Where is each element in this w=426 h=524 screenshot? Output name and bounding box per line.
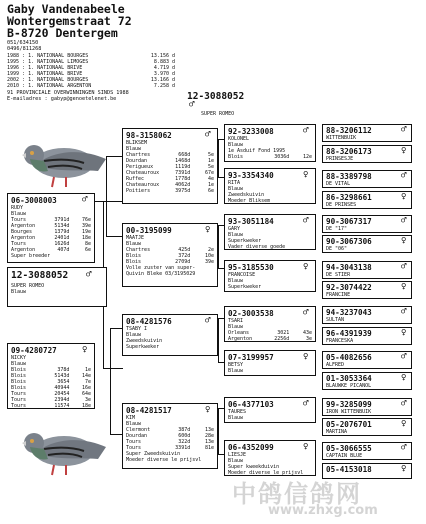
pigeon-note: Vader diverse goede (228, 244, 286, 250)
ring-number: 06-3008003 (11, 196, 57, 205)
result-row: Chartres 668d 5e (126, 152, 214, 158)
ring-number: 08-4281576 (126, 317, 172, 326)
pigeon-name: WITTENBUIK (326, 135, 357, 141)
gen4-card-8[interactable] (322, 281, 412, 299)
pigeon-name: DE VITAL (326, 181, 351, 187)
pigeon-name: PRINSESJE (326, 156, 354, 162)
breeder-street: Wontergemstraat 72 (7, 14, 132, 28)
result-row: Argenton 5134d 39e (11, 223, 91, 229)
result-row: Tours 20454 64e (11, 391, 91, 397)
pigeon-color: Blauw (228, 458, 244, 464)
female-symbol-icon: ♀ (303, 442, 309, 452)
result-row: Perigueux 1119d 5e (126, 164, 214, 170)
pigeon-photo-bottom (14, 413, 110, 477)
subject-title-ring: 12-3088052 (187, 91, 245, 102)
female-symbol-icon: ♀ (205, 405, 211, 415)
subject-card[interactable] (7, 267, 107, 307)
ring-number: 86-3298661 (326, 193, 372, 202)
pigeon-note: Superkweker (228, 238, 262, 244)
gen4-card-2[interactable] (322, 145, 412, 163)
result-row: Bourges 1379d 19e (11, 229, 91, 235)
male-symbol-icon: ♂ (401, 307, 407, 317)
result-row: Dourdan 1468d 1e (126, 158, 214, 164)
gen4-card-4[interactable] (322, 191, 412, 209)
pigeon-note: 1e Asduif Fond 1995 (228, 148, 286, 154)
gen3-card-1[interactable] (224, 124, 316, 162)
male-symbol-icon: ♂ (401, 262, 407, 272)
ring-number: 01-3053364 (326, 374, 372, 383)
pigeon-color: Blauw (11, 289, 27, 295)
pigeon-name: IRON WITTENBUIK (326, 409, 372, 415)
male-symbol-icon: ♂ (401, 399, 407, 409)
pigeon-note: Moeder diverse le prijsvl (228, 470, 304, 476)
gen4-card-15[interactable] (322, 442, 412, 460)
result-line: 1988 : 1. NATIONAAL BOURGES 13.156 d (7, 53, 175, 60)
result-row: Blois 3654 7e (11, 379, 91, 385)
male-symbol-icon: ♂ (303, 308, 309, 318)
ring-number: 94-3043138 (326, 263, 372, 272)
gen3-card-4[interactable] (224, 260, 316, 292)
pigeon-name: FRANCOISE (228, 272, 256, 278)
email-line: E-mailadres : gabyp@genoetelenet.be (7, 96, 117, 103)
granddam-maternal-card[interactable] (122, 403, 218, 469)
ring-number: 06-4352099 (228, 443, 274, 452)
male-symbol-icon: ♂ (205, 130, 211, 140)
female-symbol-icon: ♀ (401, 236, 407, 246)
ring-number: 05-3066555 (326, 444, 372, 453)
female-symbol-icon: ♀ (303, 352, 309, 362)
male-symbol-icon: ♂ (303, 126, 309, 136)
female-symbol-icon: ♀ (401, 419, 407, 429)
ring-number: 05-2076701 (326, 420, 372, 429)
ring-number: 94-3237043 (326, 308, 372, 317)
result-row: Tours 3791d 76e (11, 217, 91, 223)
result-row: Argenton 407d 6e (11, 247, 91, 253)
result-row: Blois 378d 1e (11, 367, 91, 373)
result-row: Argenton 2256d 3e (228, 336, 312, 342)
result-row: Tours 2394d 3e (11, 397, 91, 403)
male-symbol-icon: ♂ (401, 216, 407, 226)
pigeon-name: MARTINA (326, 429, 348, 435)
male-symbol-icon: ♂ (303, 216, 309, 226)
gen3-card-6[interactable] (224, 350, 316, 376)
result-row: Argenton 2401d 18e (11, 235, 91, 241)
pigeon-note: Volle zuster van super- (126, 265, 196, 271)
breeder-header (7, 3, 207, 102)
male-symbol-icon: ♂ (82, 195, 88, 205)
gen3-card-5[interactable] (224, 306, 316, 342)
gen4-card-7[interactable] (322, 261, 412, 279)
pigeon-color: Blauw (126, 421, 142, 427)
result-line: 2010 : 1. NATIONAAL ARGENTON 7.258 d (7, 82, 175, 89)
male-symbol-icon: ♂ (401, 443, 407, 453)
male-symbol-icon: ♂ (205, 316, 211, 326)
ring-number: 88-3206112 (326, 126, 372, 135)
subject-title-name: SUPER ROMEO (201, 111, 235, 117)
pigeon-name: TSARI (228, 318, 244, 324)
gen4-card-9[interactable] (322, 306, 412, 324)
pigeon-name: BETSY (228, 362, 244, 368)
result-row: Clermont 387d 13e (126, 427, 214, 433)
ring-number: 93-3051184 (228, 217, 274, 226)
ring-number: 06-4377103 (228, 400, 274, 409)
male-symbol-icon: ♂ (303, 399, 309, 409)
gen3-card-8[interactable] (224, 440, 316, 476)
result-row: Blois 3036d 12e (228, 154, 312, 160)
breeder-name: Gaby Vandenabeele (7, 2, 125, 16)
pigeon-name: RITA (228, 180, 241, 186)
gen3-card-2[interactable] (224, 168, 316, 204)
watermark-url: www.zhxg.com (268, 503, 378, 518)
ring-number: 93-3354340 (228, 171, 274, 180)
result-row: Tours 1626d 8e (11, 241, 91, 247)
female-symbol-icon: ♀ (401, 192, 407, 202)
results-summary: 91 PROVINCIALE OVERWINNINGEN SINDS 1988 (7, 89, 129, 96)
pigeon-note: Super breeder (11, 253, 51, 259)
pigeon-note: Super Zweedskuivin (126, 451, 181, 457)
result-line: 1995 : 1. NATIONAAL LIMOGES 8.883 d (7, 59, 175, 66)
ring-number: 88-3389798 (326, 172, 372, 181)
ring-number: 95-3185530 (228, 263, 274, 272)
pigeon-name: TSABY I (126, 326, 148, 332)
pigeon-color: Blauw (11, 361, 27, 367)
grandsire-maternal-card[interactable] (122, 314, 218, 356)
pigeon-name: FRANCINE (326, 292, 351, 298)
subject-title (187, 91, 297, 117)
result-row: Blois 2709d 39e (126, 259, 214, 265)
gen4-card-5[interactable] (322, 215, 412, 233)
gen4-card-11[interactable] (322, 351, 412, 369)
gen3-card-3[interactable] (224, 214, 316, 250)
male-symbol-icon: ♂ (401, 171, 407, 181)
gen3-card-7[interactable] (224, 397, 316, 423)
ring-number: 05-4082656 (326, 353, 372, 362)
pigeon-color: Blauw (228, 232, 244, 238)
result-row: Orleans 3021 43e (228, 330, 312, 336)
pigeon-note: Moeder Bliksem (228, 198, 271, 204)
pigeon-color: Blauw (11, 211, 27, 217)
male-symbol-icon: ♂ (86, 270, 92, 280)
grandsire-paternal-card[interactable] (122, 128, 218, 204)
female-symbol-icon: ♀ (401, 146, 407, 156)
result-row: Tours 3391d 81e (126, 445, 214, 451)
male-symbol-icon: ♂ (401, 125, 407, 135)
gen4-card-12[interactable] (322, 372, 412, 390)
male-symbol-icon: ♂ (189, 100, 195, 110)
pigeon-name: BLIKSEM (126, 140, 148, 146)
pigeon-note: Super kweekduivin (228, 464, 280, 470)
breeder-mobile: 0496/811268 (7, 46, 42, 53)
pigeon-color: Blauw (228, 142, 244, 148)
female-symbol-icon: ♀ (303, 170, 309, 180)
ring-number: 96-4391939 (326, 329, 372, 338)
male-symbol-icon: ♂ (401, 352, 407, 362)
granddam-paternal-card[interactable] (122, 223, 218, 287)
pigeon-name: KIM (126, 415, 136, 421)
gen4-card-6[interactable] (322, 235, 412, 253)
result-line: 1999 : 1. NATIONAAL BRIVE 3.970 d (7, 71, 175, 78)
ring-number: 07-3199957 (228, 353, 274, 362)
pigeon-note: Superkweker (228, 284, 262, 290)
ring-number: 02-3003538 (228, 309, 274, 318)
pigeon-name: BLAUWKE PICANOL (326, 383, 372, 389)
female-symbol-icon: ♀ (401, 464, 407, 474)
ring-number: 90-3067317 (326, 217, 372, 226)
pigeon-note: Superkweker (126, 344, 160, 350)
sire-card[interactable] (7, 193, 95, 263)
pigeon-name: DE PRINSES (326, 202, 357, 208)
result-row: Dourdan 600d 28e (126, 433, 214, 439)
watermark-chinese: 中鸽信鸽网 (232, 480, 362, 508)
pigeon-name: NICKY (11, 355, 27, 361)
pigeon-color: Blauw (228, 278, 244, 284)
pigeon-name: DE "06" (326, 246, 348, 252)
result-line: 2002 : 1. NATIONAAL BOURGES 13.166 d (7, 77, 175, 84)
pigeon-name: SULTAN (326, 317, 345, 323)
result-row: Chateauroux 7391d 67e (126, 170, 214, 176)
pigeon-color: Blauw (228, 415, 244, 421)
female-symbol-icon: ♀ (82, 345, 88, 355)
result-row: Tours 322d 13e (126, 439, 214, 445)
female-symbol-icon: ♀ (205, 225, 211, 235)
pigeon-name: SUPER ROMEO (11, 283, 45, 289)
pigeon-note: Zweedskuivin (228, 192, 265, 198)
pigeon-color: Blauw (228, 368, 244, 374)
pigeon-name: TAURES (228, 409, 247, 415)
ring-number: 92-3074422 (326, 283, 372, 292)
pigeon-name: ALFRED (326, 362, 345, 368)
pigeon-photo-top (14, 125, 110, 189)
female-symbol-icon: ♀ (401, 328, 407, 338)
female-symbol-icon: ♀ (401, 373, 407, 383)
ring-number: 08-4281517 (126, 406, 172, 415)
ring-number: 05-4153018 (326, 465, 372, 474)
gen4-card-14[interactable] (322, 418, 412, 436)
pigeon-name: MAATJE (126, 235, 145, 241)
ring-number: 98-3158062 (126, 131, 172, 140)
gen4-card-3[interactable] (322, 170, 412, 188)
female-symbol-icon: ♀ (401, 282, 407, 292)
pigeon-name: KOLONEL (228, 136, 250, 142)
pigeon-name: FRANCESKA (326, 338, 354, 344)
pigeon-name: LIESJE (228, 452, 247, 458)
pigeon-name: CAPTAIN BLUE (326, 453, 363, 459)
pigeon-color: Blauw (228, 186, 244, 192)
result-row: Blois 40944 16e (11, 385, 91, 391)
pigeon-color: Blauw (228, 324, 244, 330)
results-list (7, 54, 207, 89)
pigeon-color: Blauw (126, 241, 142, 247)
ring-number: 09-4280727 (11, 346, 57, 355)
breeder-phone: 051/634150 (7, 40, 39, 46)
pigeon-name: GARY (228, 226, 241, 232)
ring-number: 12-3088052 (11, 270, 69, 281)
pigeon-note: Quivin Bleke 03/3195029 (126, 271, 196, 277)
ring-number: 88-3206173 (326, 147, 372, 156)
result-line: 1996 : 1. NATIONAAL BRIVE 4.719 d (7, 65, 175, 72)
gen4-card-10[interactable] (322, 327, 412, 345)
ring-number: 90-3067306 (326, 237, 372, 246)
pigeon-color: Blauw (126, 146, 142, 152)
pigeon-note: Zweedskuivin (126, 338, 163, 344)
result-row: Poitiers 3975d 6e (126, 188, 214, 194)
pigeon-note: Moeder diverse le prijsvl (126, 457, 202, 463)
result-row: Tours 11574 18e (11, 403, 91, 409)
pigeon-name: DE STIER (326, 272, 351, 278)
dam-card[interactable] (7, 343, 95, 409)
result-row: Ruffec 1778d 4e (126, 176, 214, 182)
result-row: Chartres 425d 2e (126, 247, 214, 253)
ring-number: 99-3285099 (326, 400, 372, 409)
pigeon-color: Blauw (126, 332, 142, 338)
ring-number: 92-3233008 (228, 127, 274, 136)
gen4-card-1[interactable] (322, 124, 412, 142)
breeder-city: B-8720 Dentergem (7, 26, 118, 40)
result-row: Chateauroux 4062d 1e (126, 182, 214, 188)
ring-number: 00-3195099 (126, 226, 172, 235)
pigeon-name: RUDY (11, 205, 24, 211)
gen4-card-13[interactable] (322, 398, 412, 416)
pigeon-name: DE "17" (326, 226, 348, 232)
female-symbol-icon: ♀ (303, 262, 309, 272)
result-row: Blois 372d 10e (126, 253, 214, 259)
result-row: Blois 5143d 14e (11, 373, 91, 379)
